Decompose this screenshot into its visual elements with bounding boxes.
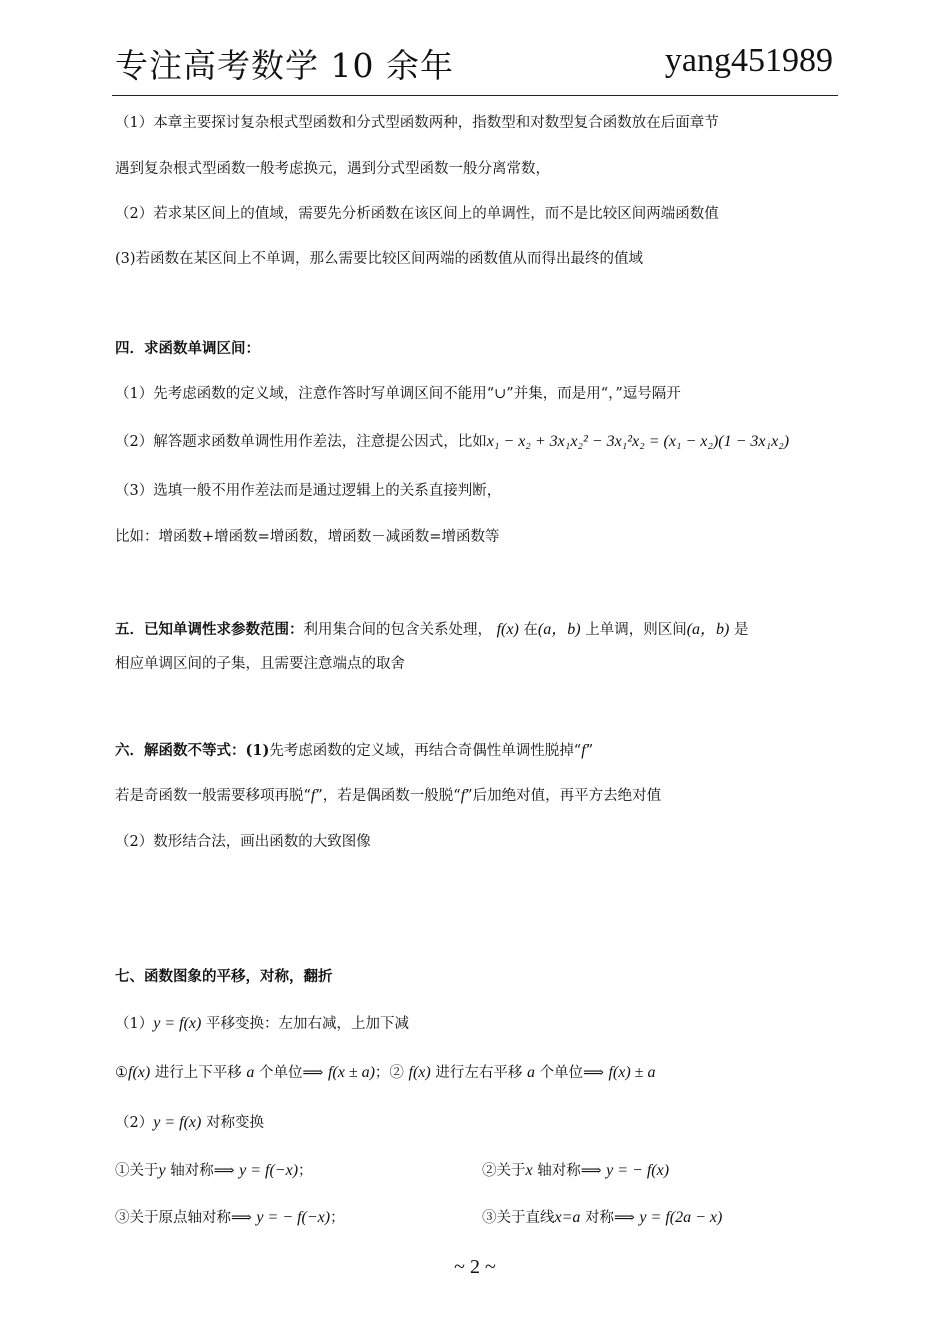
section5-text2: 在 xyxy=(523,622,538,638)
s2-text: 轴对称 xyxy=(537,1163,581,1179)
section7-p2-prefix: （2） xyxy=(115,1115,154,1131)
item2-a-var: a xyxy=(526,1064,535,1081)
section6-line1 xyxy=(115,740,593,762)
s4-var: x=a xyxy=(554,1209,581,1226)
s2-result: y = − f(x) xyxy=(606,1162,670,1179)
item1-result: f(x ± a) xyxy=(327,1064,375,1081)
s3-text: ③关于原点轴对称 xyxy=(115,1210,231,1226)
section5-text1: 利用集合间的包含关系处理， xyxy=(303,622,492,638)
section6-f-3: f xyxy=(460,787,466,804)
s3-result: y = − f(−x) xyxy=(256,1209,331,1226)
section7-p2-formula: y = f(x) xyxy=(153,1114,202,1131)
symmetry-4 xyxy=(482,1207,722,1229)
item1-sep: ；② xyxy=(374,1065,404,1081)
section7-p2 xyxy=(115,1112,264,1134)
s4-result: y = f(2a − x) xyxy=(639,1209,723,1226)
s1-label: ①关于 xyxy=(115,1163,159,1179)
arrow-icon: ⟹ xyxy=(580,1163,602,1179)
section5-line1 xyxy=(115,619,748,641)
section5-text3: 上单调，则区间 xyxy=(585,622,687,638)
section6-quote-close: ” xyxy=(585,743,594,759)
symmetry-3 xyxy=(115,1207,345,1229)
section7-title: 七、函数图象的平移，对称，翻折 xyxy=(115,968,333,985)
section4-title: 四．求函数单调区间： xyxy=(115,340,260,357)
section5-title: 五．已知单调性求参数范围： xyxy=(115,621,304,638)
section6-p2-c: ”后加绝对值，再平方去绝对值 xyxy=(465,788,662,804)
section5-text4: 是 xyxy=(733,622,749,638)
section6-f-1: f xyxy=(581,742,586,759)
section6-f-2: f xyxy=(310,787,316,804)
s1-end: ； xyxy=(298,1163,313,1179)
section6-line2 xyxy=(115,785,661,807)
section4-p2 xyxy=(115,431,789,453)
section6-p1-num: (1) xyxy=(245,742,270,759)
item2-unit: 个单位 xyxy=(539,1065,584,1081)
s1-text: 轴对称 xyxy=(170,1163,214,1179)
note-1b: 遇到复杂根式型函数一般考虑换元，遇到分式型函数一般分离常数， xyxy=(115,161,550,177)
section5-fx: f(x) xyxy=(496,621,519,638)
s1-result: y = f(−x) xyxy=(239,1162,299,1179)
section5-interval-1: (a，b) xyxy=(537,621,581,638)
header-title: 专注高考数学 10 余年 xyxy=(115,46,454,85)
symmetry-2 xyxy=(482,1160,669,1182)
item1-fx: f(x) xyxy=(128,1064,151,1081)
section7-p2-text: 对称变换 xyxy=(205,1115,264,1131)
section5-line2: 相应单调区间的子集，且需要注意端点的取舍 xyxy=(115,656,405,672)
section7-p1-formula: y = f(x) xyxy=(153,1015,202,1032)
section6-p3: （2）数形结合法，画出函数的大致图像 xyxy=(115,834,371,850)
section7-p1 xyxy=(115,1013,409,1035)
section7-p1-text: 平移变换：左加右减，上加下减 xyxy=(205,1016,409,1032)
s2-var: x xyxy=(525,1162,533,1179)
page-number: ~ 2 ~ xyxy=(454,1256,496,1278)
s3-end: ； xyxy=(330,1210,345,1226)
section6-p2-a: 若是奇函数一般需要移项再脱“ xyxy=(115,788,311,804)
item2-fx: f(x) xyxy=(408,1064,431,1081)
item1-marker: ① xyxy=(115,1065,128,1081)
arrow-icon: ⟹ xyxy=(302,1065,324,1081)
header-divider xyxy=(112,95,838,96)
header-author-id: yang451989 xyxy=(664,42,833,79)
section5-interval-2: (a，b) xyxy=(686,621,730,638)
arrow-icon: ⟹ xyxy=(583,1065,604,1081)
item2-result: f(x) ± a xyxy=(608,1064,656,1081)
note-2: （2）若求某区间上的值域，需要先分析函数在该区间上的单调性，而不是比较区间两端函数值 xyxy=(115,206,719,222)
s4-text2: 对称 xyxy=(585,1210,615,1226)
s4-text: ③关于直线 xyxy=(482,1210,555,1226)
section4-p4: 比如：增函数+增函数=增函数，增函数－减函数=增函数等 xyxy=(115,529,500,545)
arrow-icon: ⟹ xyxy=(213,1163,235,1179)
section7-items xyxy=(115,1062,655,1084)
section4-p2-formula: x₁ − x₂ + 3x₁x₂² − 3x₁²x₂ = (x₁ − x₂)(1 − 3x₁x₂) xyxy=(486,433,790,450)
section4-p3: （3）选填一般不用作差法而是通过逻辑上的关系直接判断， xyxy=(115,483,502,499)
arrow-icon: ⟹ xyxy=(614,1210,635,1226)
note-3: (3)若函数在某区间上不单调，那么需要比较区间两端的函数值从而得出最终的值域 xyxy=(115,251,644,267)
item2-text: 进行左右平移 xyxy=(435,1065,523,1081)
section6-p2-b: ”，若是偶函数一般脱“ xyxy=(315,788,461,804)
note-1: （1）本章主要探讨复杂根式型函数和分式型函数两种，指数型和对数型复合函数放在后面章节 xyxy=(115,115,719,131)
symmetry-1 xyxy=(115,1160,313,1182)
section4-p2-prefix: （2）解答题求函数单调性用作差法，注意提公因式，比如 xyxy=(115,434,487,450)
item1-text: 进行上下平移 xyxy=(154,1065,242,1081)
section6-p1-text: 先考虑函数的定义域，再结合奇偶性单调性脱掉“ xyxy=(269,743,582,759)
item1-unit: 个单位 xyxy=(259,1065,303,1081)
section6-title: 六．解函数不等式： xyxy=(115,742,246,759)
section7-p1-prefix: （1） xyxy=(115,1016,154,1032)
arrow-icon: ⟹ xyxy=(231,1210,252,1226)
section4-p1: （1）先考虑函数的定义域，注意作答时写单调区间不能用“∪”并集，而是用“，”逗号隔开 xyxy=(115,386,681,402)
s2-label: ②关于 xyxy=(482,1163,526,1179)
item1-a-var: a xyxy=(246,1064,255,1081)
s1-var: y xyxy=(158,1162,166,1179)
